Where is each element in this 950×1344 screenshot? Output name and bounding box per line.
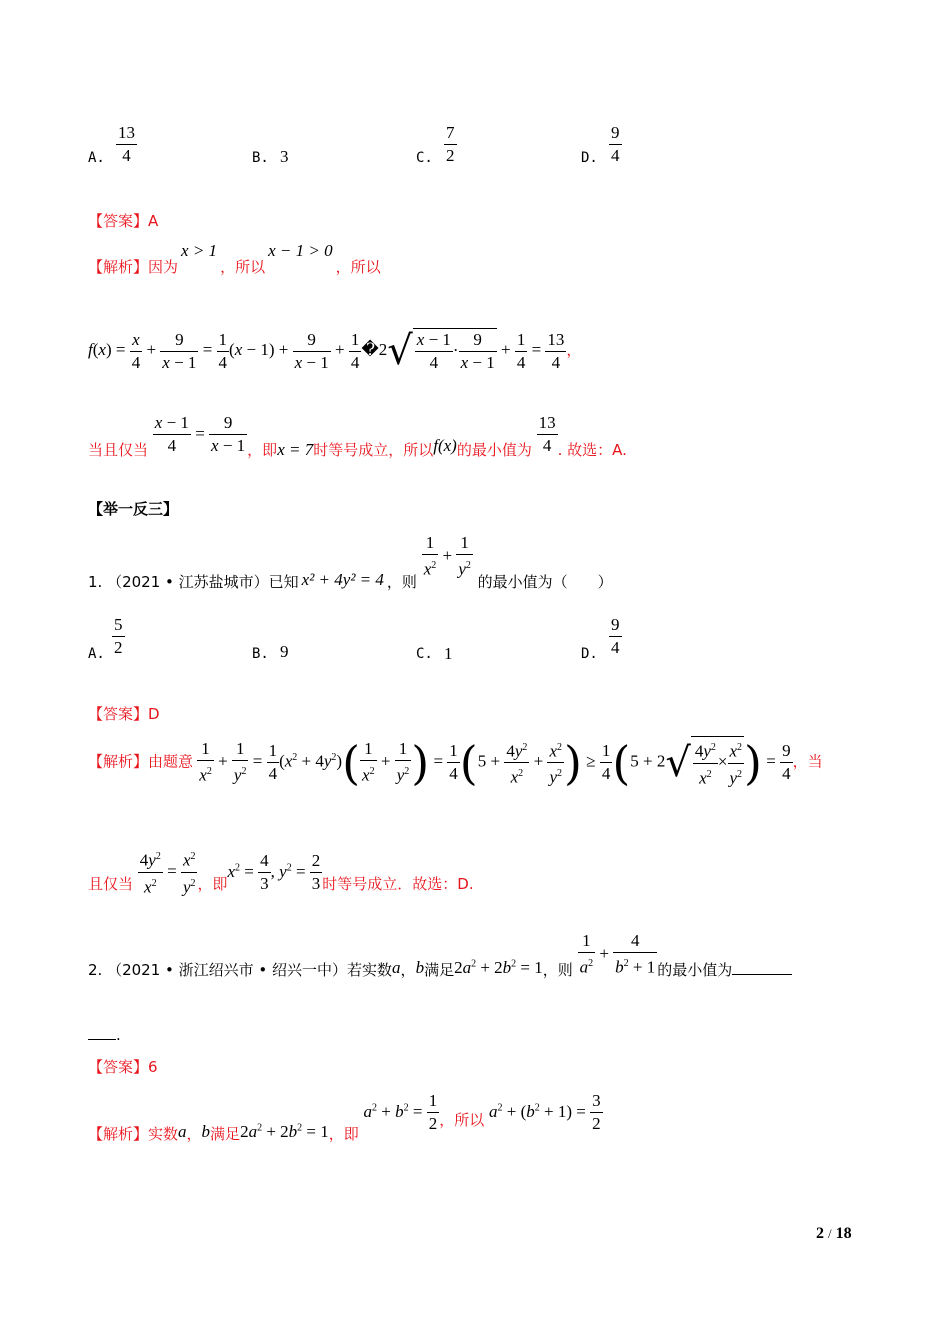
answer-blank [732,974,792,975]
page-number: 2 / 18 [816,1225,852,1242]
q0-options [88,122,688,174]
q1-options [88,614,688,666]
option-b-value: 3 [280,147,289,166]
q0-solution-intro: 【解析】因为x > 1，所以x − 1 > 0，所以 [88,241,381,276]
q1-solution-conclusion: 且仅当 $\frac{4y^2}{x^2}$ = $\frac{x^2}{y^2}$ ，即$x^2$ = $\frac{4}{3}$ , $y^2$ = $\frac{2}{3}$ 时等号成立．故选：D. [88,846,474,902]
option-c-label: C. [416,150,433,166]
q2-solution: 【解析】实数a，b满足$2a^2 + 2b^2 = 1$，即 $a^2 + b^2$ = $\frac{1}{2}$ ，所以 $a^2 + (b^2 + 1)$ = $\frac{3}{2}$ [88,1091,601,1143]
q0-solution-formula: f(x) = $\frac{x}{4}$ + $\frac{9}{x - 1}$ = $\frac{1}{4}$ (x − 1) + $\frac{9}{x - 1}$ + $\frac{1}{4}$ �2√ $\frac{x - 1}{4}$ · $\frac{9}{x - 1}$ + $\frac{1}{4}$ = $\frac{13}{4}$ ， [88,328,582,374]
option-a-fraction: $\frac{5}{2}$ [114,615,123,657]
q1-answer: 【答案】D [88,705,160,723]
option-b-value: 9 [280,642,289,661]
q0-answer: 【答案】A [88,212,159,230]
answer-blank-cont [88,1039,116,1040]
section-title: 【举一反三】 [88,500,179,518]
q1-solution-formula: 【解析】由题意 $\frac{1}{x^2}$ + $\frac{1}{y^2}$ = $\frac{1}{4}$ $(x^2 + 4y^2)$( $\frac{1}{x^2}$ + $\frac{1}{y^2}$ ) = $\frac{1}{4}$ (5 + $\frac{4y^2}{x^2}$ + $\frac{x^2}{y^2}$ ) ≥ $\frac{1}{4}$ (5 + 2√ $\frac{4y^2}{x^2}$ × $\frac{x^2}{y^2}$ ) = $\frac{9}{4}$ ，当 [88,735,823,790]
option-b-label: B. [252,150,269,166]
q2-answer: 【答案】6 [88,1058,158,1076]
q1-stem: 1. （2021 • 江苏盐城市）已知 x² + 4y² = 4 ，则 $\frac{1}{x^2}$ + $\frac{1}{y^2}$ 的最小值为（ ） [88,533,613,591]
option-b-label: B. [252,646,269,662]
option-a-label: A. [88,646,105,662]
option-d-label: D. [581,150,598,166]
option-d-fraction: $\frac{9}{4}$ [611,615,620,657]
option-d-fraction: $\frac{9}{4}$ [611,123,620,165]
option-c-value: 1 [444,644,453,663]
q2-stem-tail: . [88,1026,121,1044]
option-c-label: C. [416,646,433,662]
q0-solution-conclusion: 当且仅当 $\frac{x - 1}{4}$ = $\frac{9}{x - 1}$ ，即x = 7时等号成立，所以f(x)的最小值为 $\frac{13}{4}$ . 故选：A. [88,413,627,459]
option-d-label: D. [581,646,598,662]
q2-stem: 2. （2021 • 浙江绍兴市 • 绍兴一中）若实数a，b满足$2a^2 + 2b^2 = 1$，则 $\frac{1}{a^2}$ + $\frac{4}{b^2 + 1}$ 的最小值为 [88,930,792,982]
option-a-label: A. [88,150,105,166]
option-c-fraction: $\frac{7}{2}$ [446,123,455,165]
option-a-fraction: $\frac{13}{4}$ [118,123,135,165]
